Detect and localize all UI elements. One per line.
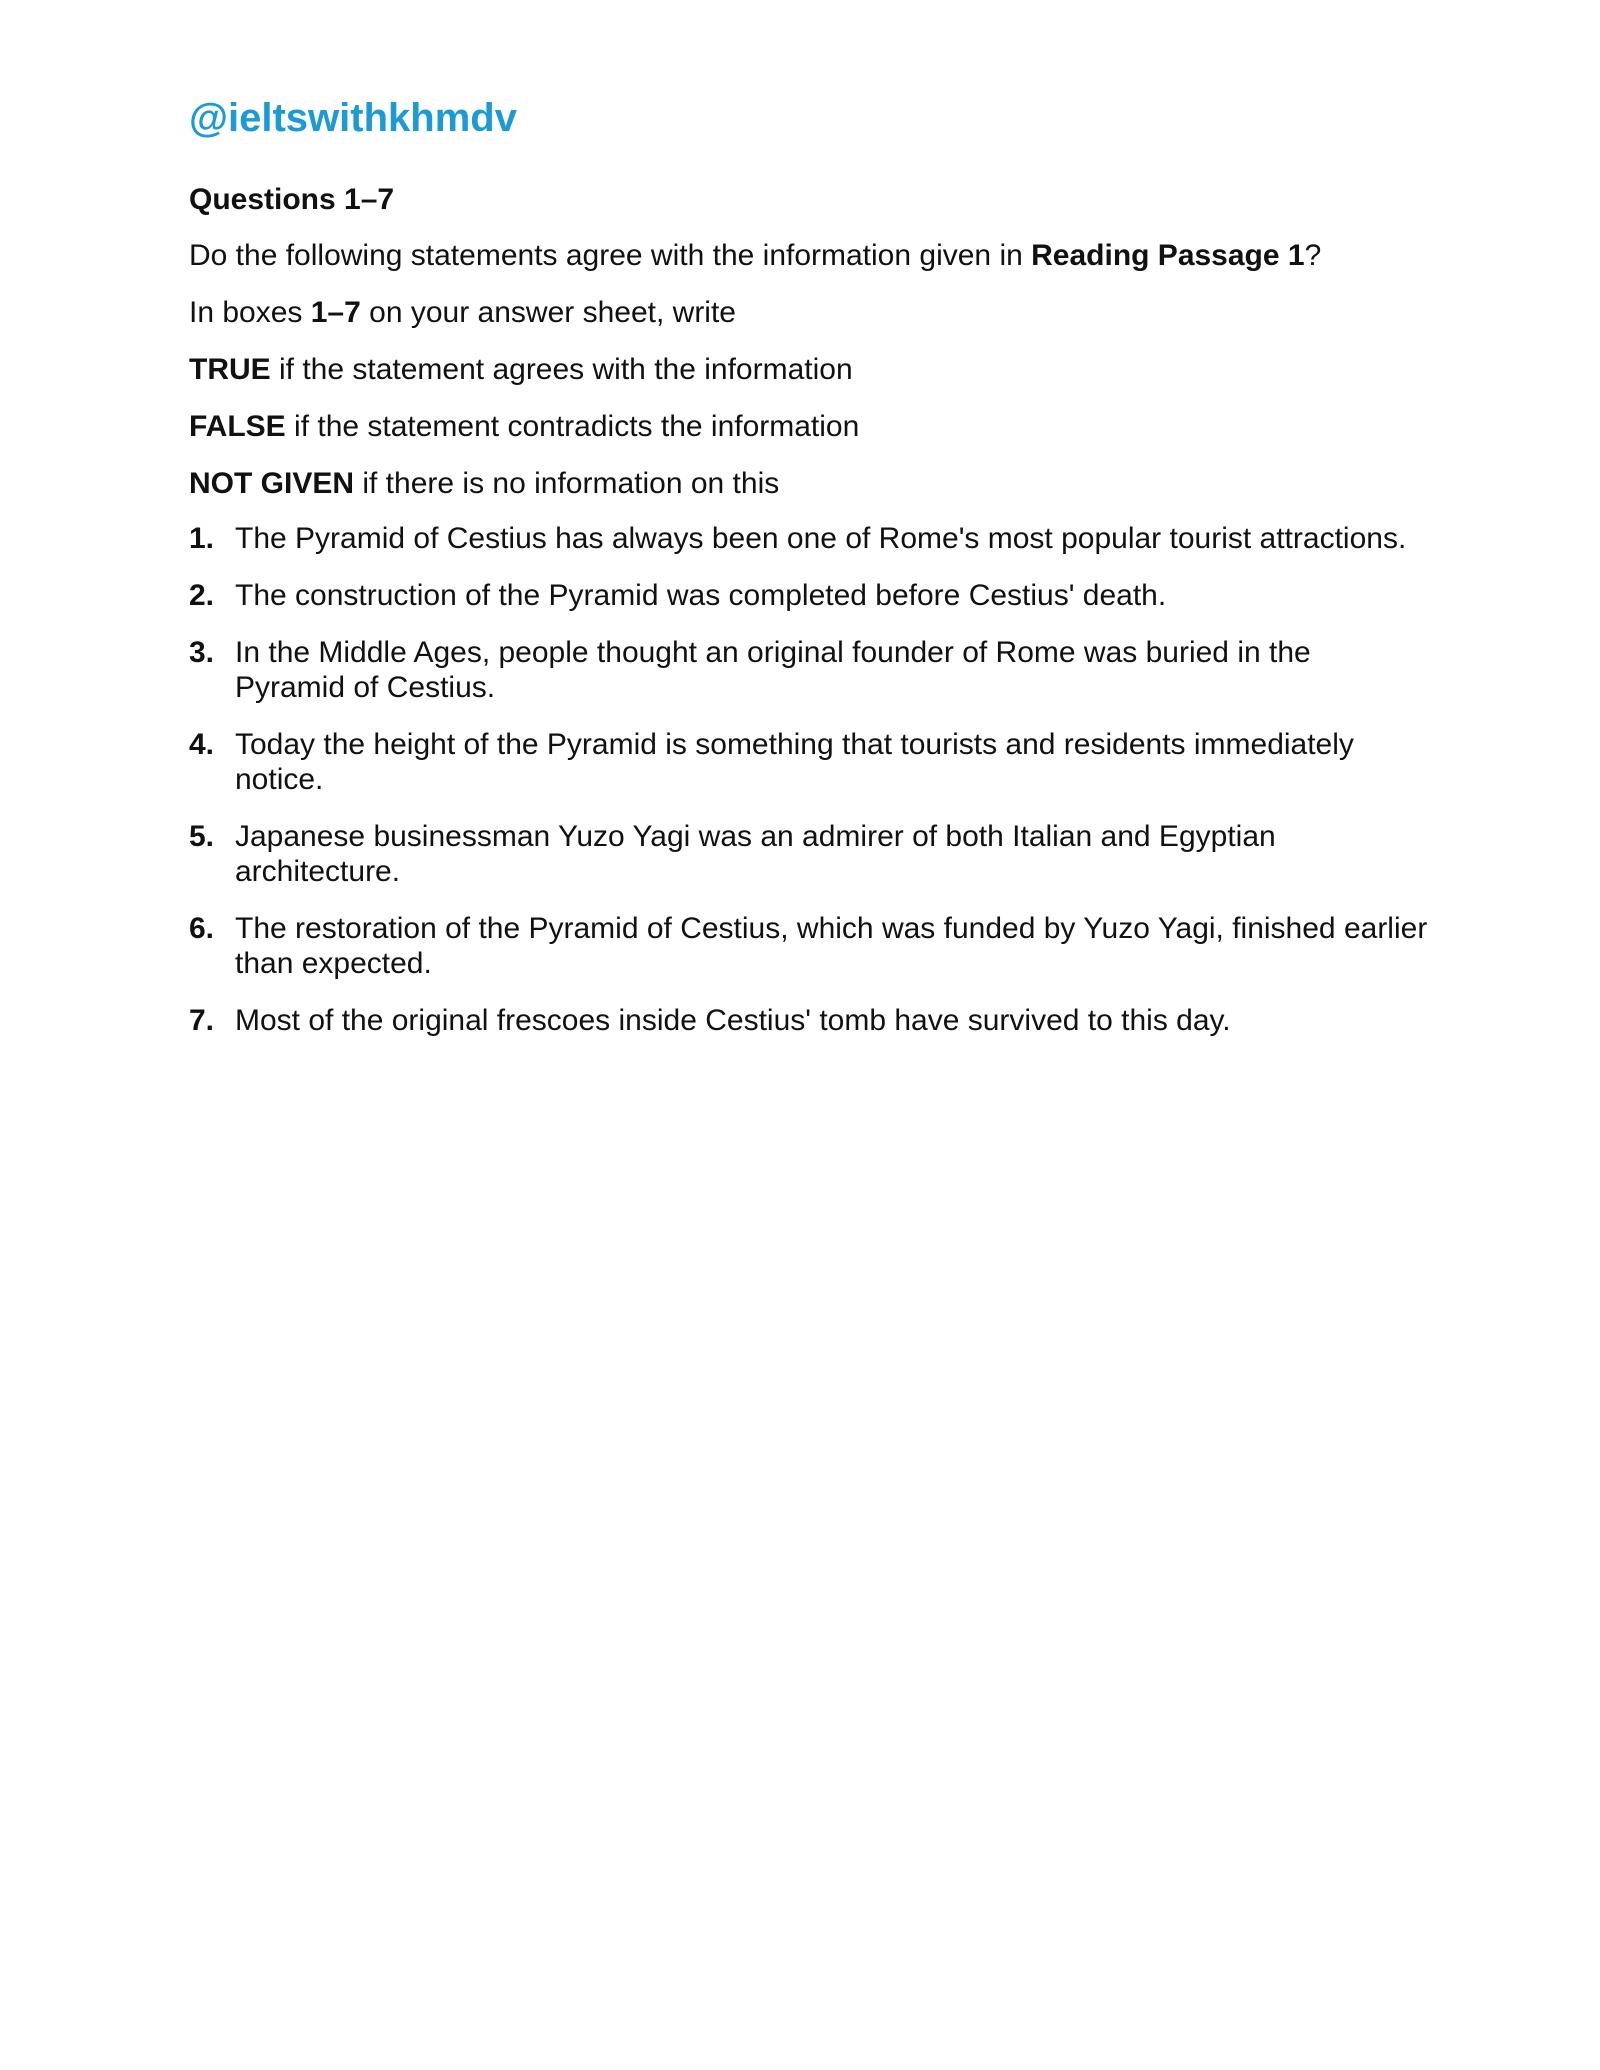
passage-reference: Reading Passage 1 (1031, 239, 1305, 272)
intro-instruction (189, 236, 1429, 276)
option-key: TRUE (189, 353, 271, 386)
question-text: Today the height of the Pyramid is something that tourists and residents immediately notice. (235, 728, 1354, 796)
boxes-end: on your answer sheet, write (360, 296, 736, 329)
question-text: The restoration of the Pyramid of Cestius, which was funded by Yuzo Yagi, finished earlier than expected. (235, 912, 1428, 980)
question-item (189, 819, 1429, 889)
question-number: 7. (189, 1004, 215, 1037)
questions-heading: Questions 1–7 (189, 183, 395, 216)
author-handle: @ieltswithkhmdv (189, 96, 517, 140)
option-true (189, 350, 1429, 390)
option-description: if the statement agrees with the information (270, 353, 853, 386)
boxes-text: In boxes (189, 296, 311, 329)
document-page (189, 92, 1429, 1060)
intro-end: ? (1304, 239, 1322, 272)
boxes-instruction (189, 293, 1429, 333)
boxes-range: 1–7 (310, 296, 361, 329)
option-description: if there is no information on this (354, 467, 780, 500)
question-number: 6. (189, 912, 215, 945)
question-item (189, 911, 1429, 981)
question-item (189, 635, 1429, 705)
question-text: Japanese businessman Yuzo Yagi was an admirer of both Italian and Egyptian architecture. (235, 820, 1276, 888)
option-description: if the statement contradicts the information (285, 410, 860, 443)
question-item (189, 578, 1429, 613)
question-text: In the Middle Ages, people thought an original founder of Rome was buried in the Pyramid of Cestius. (235, 636, 1311, 704)
question-list (189, 521, 1429, 1038)
question-item (189, 1003, 1429, 1038)
question-item (189, 521, 1429, 556)
question-number: 5. (189, 820, 215, 853)
question-text: Most of the original frescoes inside Cestius' tomb have survived to this day. (235, 1004, 1231, 1037)
question-text: The construction of the Pyramid was completed before Cestius' death. (235, 579, 1167, 612)
question-number: 4. (189, 728, 215, 761)
question-text: The Pyramid of Cestius has always been one of Rome's most popular tourist attractions. (235, 522, 1407, 555)
question-item (189, 727, 1429, 797)
question-number: 3. (189, 636, 215, 669)
intro-text: Do the following statements agree with the information given in (189, 239, 1032, 272)
option-false (189, 407, 1429, 447)
question-number: 1. (189, 522, 215, 555)
option-key: NOT GIVEN (189, 467, 355, 500)
option-not-given (189, 464, 1429, 504)
option-key: FALSE (189, 410, 286, 443)
question-number: 2. (189, 579, 215, 612)
